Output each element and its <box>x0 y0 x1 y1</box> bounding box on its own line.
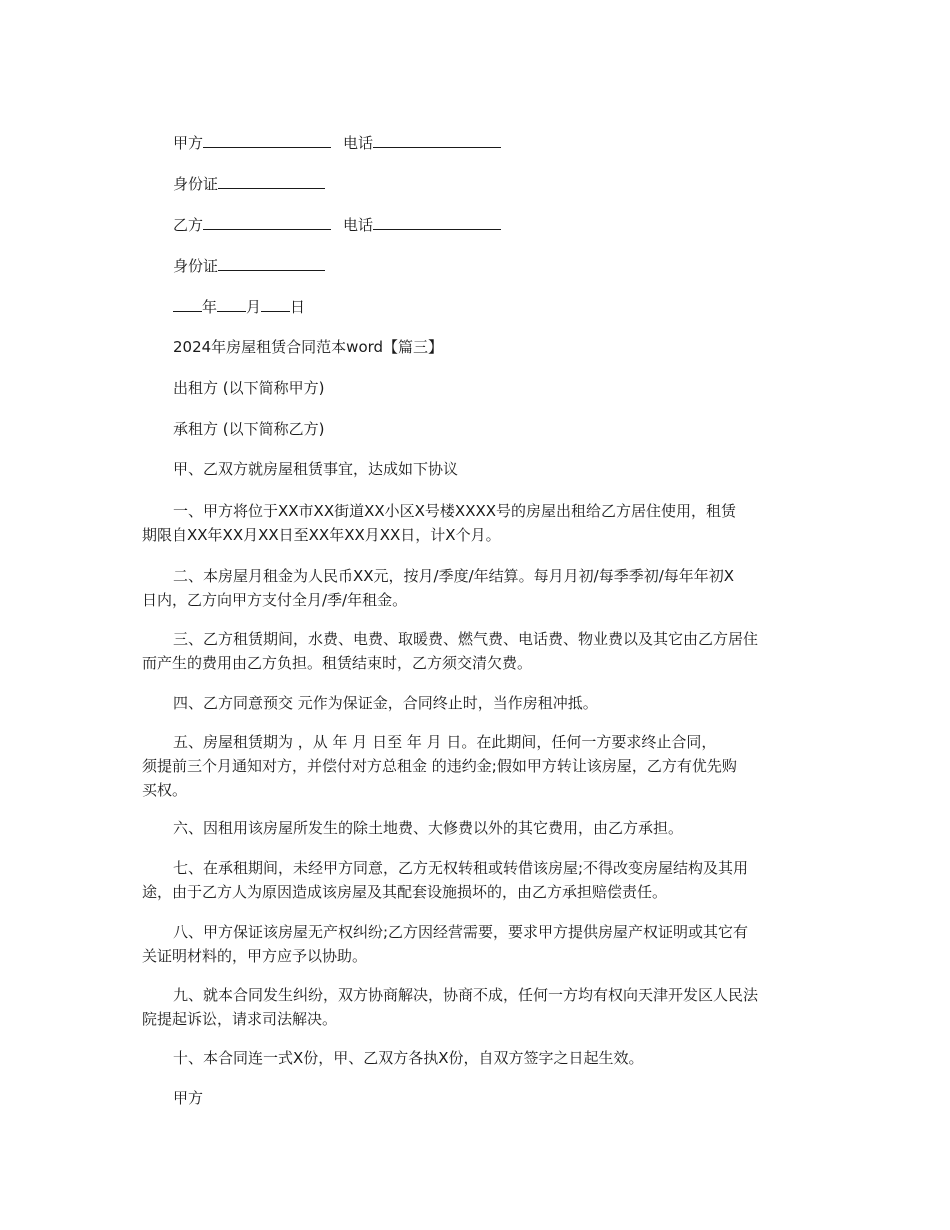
id-row-2 <box>173 256 325 276</box>
party-b-label: 乙方 <box>173 216 204 234</box>
signature-label: 甲方 <box>173 1089 204 1107</box>
clause-6-line-1: 六、因租用该房屋所发生的除土地费、大修费以外的其它费用，由乙方承担。 <box>173 819 684 837</box>
clause-8-line-1: 八、甲方保证该房屋无产权纠纷;乙方因经营需要，要求甲方提供房屋产权证明或其它有 <box>173 923 749 941</box>
clause-3-line-1: 三、乙方租赁期间，水费、电费、取暖费、燃气费、电话费、物业费以及其它由乙方居住 <box>173 630 759 648</box>
clause-1-line-1: 一、甲方将位于XX市XX街道XX小区X号楼XXXX号的房屋出租给乙方居住使用，租赁 <box>173 502 737 520</box>
id-label-2: 身份证 <box>173 257 219 275</box>
clause-2 <box>142 564 813 612</box>
id-label-1: 身份证 <box>173 175 219 193</box>
clause-5 <box>142 730 813 802</box>
date-row <box>173 297 305 317</box>
clause-9 <box>142 983 813 1031</box>
month-blank <box>217 297 246 312</box>
clause-5-line-1: 五、房屋租赁期为 ，从 年 月 日至 年 月 日。在此期间，任何一方要求终止合同， <box>173 733 717 751</box>
clause-2-line-2: 日内，乙方向甲方支付全月/季/年租金。 <box>142 591 408 609</box>
document-title: 2024年房屋租赁合同范本word【篇三】 <box>173 338 444 356</box>
id-blank-1 <box>218 174 325 189</box>
phone-blank-2 <box>373 215 501 230</box>
lessee-line: 承租方 (以下简称乙方) <box>173 420 325 438</box>
phone-label-1: 电话 <box>343 134 374 152</box>
clause-7 <box>142 856 813 904</box>
agreement-intro: 甲、乙双方就房屋租赁事宜，达成如下协议 <box>173 460 459 478</box>
clause-9-line-2: 院提起诉讼，请求司法解决。 <box>142 1010 338 1028</box>
year-label: 年 <box>202 298 218 316</box>
clause-7-line-1: 七、在承租期间，未经甲方同意，乙方无权转租或转借该房屋;不得改变房屋结构及其用 <box>173 859 749 877</box>
clause-3-line-2: 而产生的费用由乙方负担。租赁结束时，乙方须交清欠费。 <box>142 654 533 672</box>
clause-1 <box>142 499 813 547</box>
id-blank-2 <box>218 256 325 271</box>
clause-4-line-1: 四、乙方同意预交 元作为保证金，合同终止时，当作房租冲抵。 <box>173 694 598 712</box>
id-row-1 <box>173 174 325 194</box>
party-b-row <box>173 215 501 235</box>
clause-5-line-2: 须提前三个月通知对方，并偿付对方总租金 的违约金;假如甲方转让该房屋，乙方有优先购 <box>142 757 737 775</box>
phone-label-2: 电话 <box>343 216 374 234</box>
day-blank <box>261 297 290 312</box>
clause-3 <box>142 627 813 675</box>
clause-8 <box>142 920 813 968</box>
clause-7-line-2: 途，由于乙方人为原因造成该房屋及其配套设施损坏的，由乙方承担赔偿责任。 <box>142 883 668 901</box>
month-label: 月 <box>246 298 262 316</box>
clause-1-line-2: 期限自XX年XX月XX日至XX年XX月XX日，计X个月。 <box>142 526 501 544</box>
clause-5-line-3: 买权。 <box>142 781 188 799</box>
year-blank <box>173 297 202 312</box>
clause-8-line-2: 关证明材料的，甲方应予以协助。 <box>142 947 368 965</box>
clause-10 <box>173 1046 813 1070</box>
lessor-line: 出租方 (以下简称甲方) <box>173 379 325 397</box>
day-label: 日 <box>290 298 306 316</box>
clause-6 <box>173 816 813 840</box>
phone-blank-1 <box>373 133 501 148</box>
party-a-blank <box>203 133 331 148</box>
clause-10-line-1: 十、本合同连一式X份，甲、乙双方各执X份，自双方签字之日起生效。 <box>173 1049 644 1067</box>
clause-9-line-1: 九、就本合同发生纠纷，双方协商解决，协商不成，任何一方均有权向天津开发区人民法 <box>173 986 759 1004</box>
party-b-blank <box>203 215 331 230</box>
party-a-row <box>173 133 501 153</box>
party-a-label: 甲方 <box>173 134 204 152</box>
clause-4 <box>173 691 813 715</box>
clause-2-line-1: 二、本房屋月租金为人民币XX元，按月/季度/年结算。每月月初/每季季初/每年年初X <box>173 567 735 585</box>
